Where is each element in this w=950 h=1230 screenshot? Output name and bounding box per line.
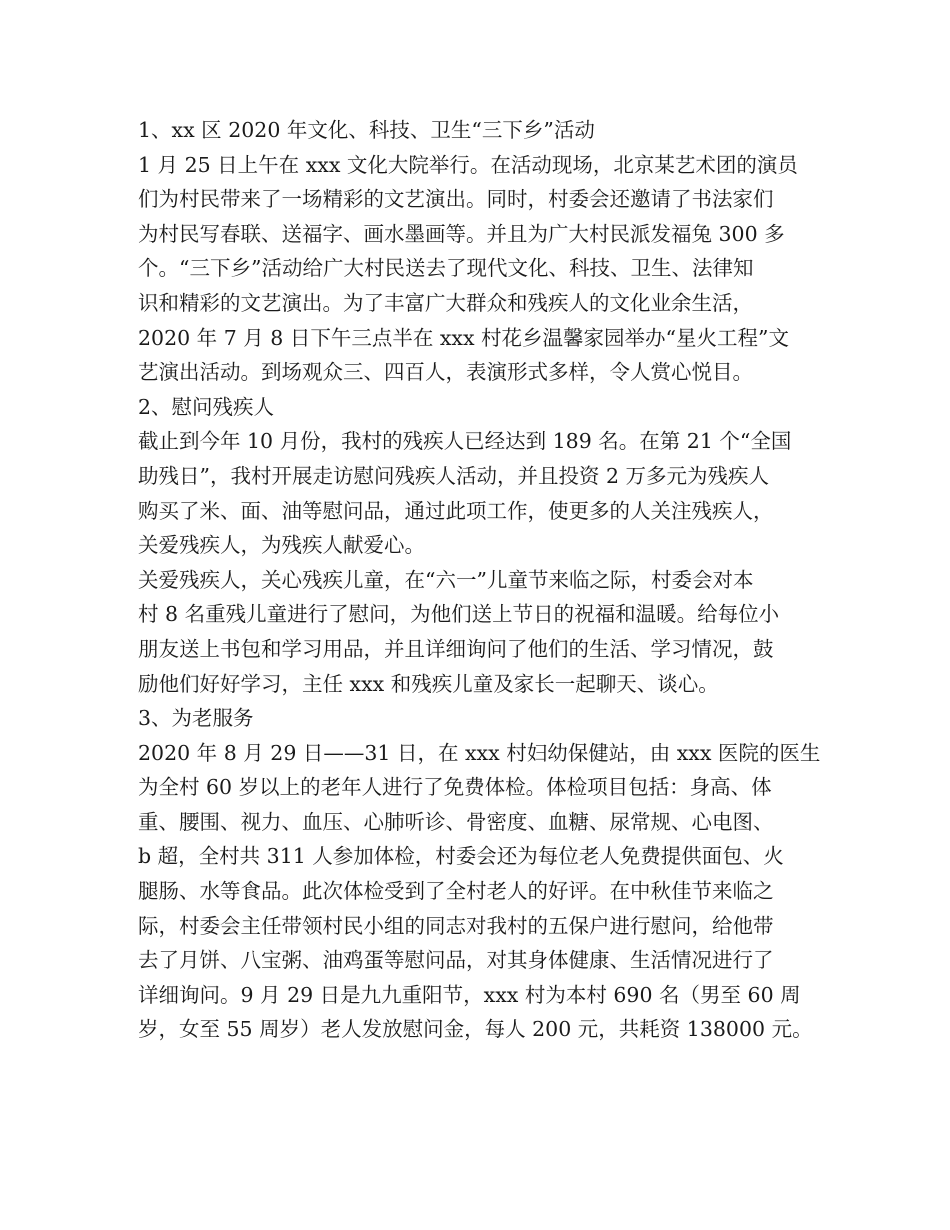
text-line: 重、腰围、视力、血压、心肺听诊、骨密度、血糖、尿常规、心电图、: [138, 809, 774, 834]
text-line: 励他们好好学习，主任 xxx 和残疾儿童及家长一起聊天、谈心。: [138, 671, 719, 696]
text-line: 购买了米、面、油等慰问品，通过此项工作，使更多的人关注残疾人，: [138, 498, 774, 523]
section-heading-3: 3、为老服务: [138, 706, 254, 731]
text-line: 艺演出活动。到场观众三、四百人，表演形式多样，令人赏心悦目。: [138, 360, 753, 385]
text-line: 为村民写春联、送福字、画水墨画等。并且为广大村民派发福兔 300 多: [138, 221, 785, 246]
text-line: 岁，女至 55 周岁）老人发放慰问金，每人 200 元，共耗资 138000 元。: [138, 1017, 813, 1042]
text-line: 关爱残疾人，关心残疾儿童，在“六一”儿童节来临之际，村委会对本: [138, 567, 754, 592]
text-line: 截止到今年 10 月份，我村的残疾人已经达到 189 名。在第 21 个“全国: [138, 429, 792, 454]
text-line: 识和精彩的文艺演出。为了丰富广大群众和残疾人的文化业余生活，: [138, 290, 753, 315]
text-line: 1 月 25 日上午在 xxx 文化大院举行。在活动现场，北京某艺术团的演员: [138, 152, 798, 177]
document-body: [138, 113, 838, 1047]
text-line: 腿肠、水等食品。此次体检受到了全村老人的好评。在中秋佳节来临之: [138, 879, 774, 904]
text-line: 关爱残疾人，为残疾人献爱心。: [138, 533, 425, 558]
section-heading-2: 2、慰问残疾人: [138, 394, 275, 419]
section-heading-1: 1、xx 区 2020 年文化、科技、卫生“三下乡”活动: [138, 118, 595, 142]
text-line: 朋友送上书包和学习用品，并且详细询问了他们的生活、学习情况，鼓: [138, 636, 774, 661]
text-line: 去了月饼、八宝粥、油鸡蛋等慰问品，对其身体健康、生活情况进行了: [138, 948, 774, 973]
text-line: 村 8 名重残儿童进行了慰问，为他们送上节日的祝福和温暖。给每位小: [138, 602, 780, 627]
text-line: 2020 年 7 月 8 日下午三点半在 xxx 村花乡温馨家园举办“星火工程”文: [138, 325, 790, 350]
text-line: 2020 年 8 月 29 日——31 日，在 xxx 村妇幼保健站，由 xxx 医院的医生: [138, 740, 821, 765]
text-line: b 超，全村共 311 人参加体检，村委会还为每位老人免费提供面包、火: [138, 844, 784, 869]
text-line: 际，村委会主任带领村民小组的同志对我村的五保户进行慰问，给他带: [138, 913, 774, 938]
text-line: 为全村 60 岁以上的老年人进行了免费体检。体检项目包括：身高、体: [138, 775, 772, 800]
text-line: 详细询问。9 月 29 日是九九重阳节，xxx 村为本村 690 名（男至 60 周: [138, 982, 801, 1007]
text-line: 们为村民带来了一场精彩的文艺演出。同时，村委会还邀请了书法家们: [138, 187, 774, 212]
text-line: 个。“三下乡”活动给广大村民送去了现代文化、科技、卫生、法律知: [138, 256, 754, 281]
text-line: 助残日”，我村开展走访慰问残疾人活动，并且投资 2 万多元为残疾人: [138, 463, 770, 488]
